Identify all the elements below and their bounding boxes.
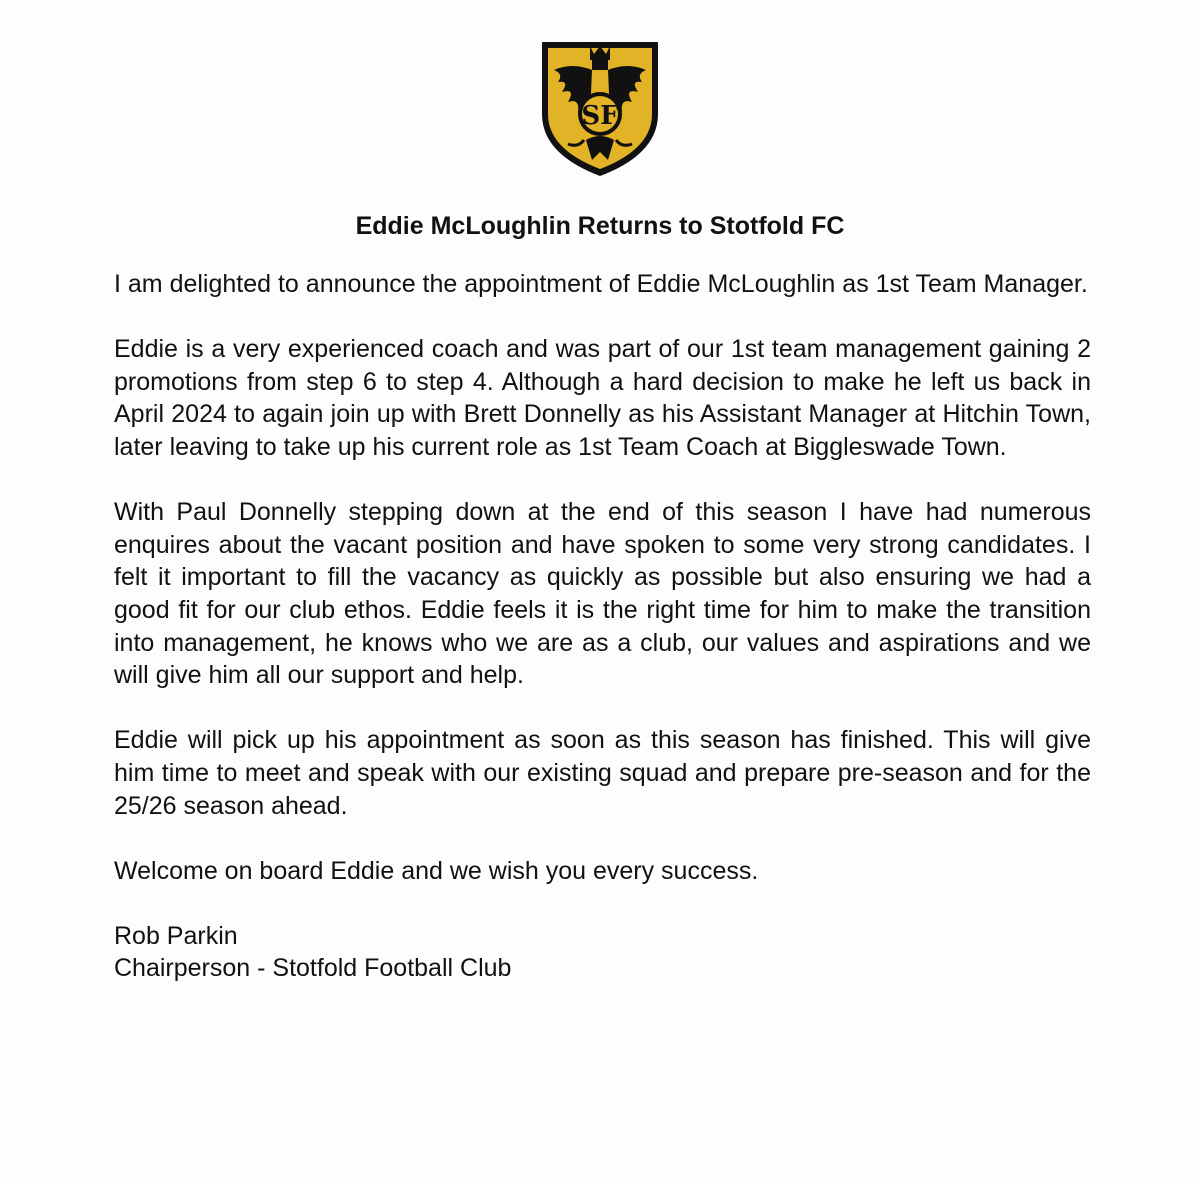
paragraph-experience: Eddie is a very experienced coach and was part of our 1st team management gaining 2 promotions from step 6 to step 4. Although a hard decision to make he left us back in April 2024 to again join up with Brett Donnelly as his Assistant Manager at Hitchin Town, later leaving to take up his current role as 1st Team Coach at Biggleswade Town.	[114, 335, 1091, 461]
paragraph-vacancy: With Paul Donnelly stepping down at the end of this season I have had numerous enquires about the vacant position and have spoken to some very strong candidates. I felt it important to fill the vacancy as quickly as possible but also ensuring we had a good fit for our club ethos. Eddie feels it is the right time for him to make the transition into management, he knows who we are as a club, our values and aspirations and we will give him all our support and help.	[114, 498, 1091, 690]
paragraph-start-date: Eddie will pick up his appointment as soon as this season has finished. This will give him time to meet and speak with our existing squad and prepare pre-season and for the 25/26 season ahead.	[114, 726, 1091, 820]
svg-text:SF: SF	[581, 101, 619, 131]
paragraph-appointment: I am delighted to announce the appointment of Eddie McLoughlin as 1st Team Manager.	[114, 270, 1088, 298]
signature-name: Rob Parkin	[114, 921, 238, 950]
paragraph-welcome: Welcome on board Eddie and we wish you every success.	[114, 856, 759, 885]
club-crest-logo	[538, 36, 662, 180]
announcement-body	[114, 268, 1091, 985]
announcement-title: Eddie McLoughlin Returns to Stotfold FC	[355, 212, 845, 240]
crest-shield-icon	[538, 36, 662, 180]
signature-role: Chairperson - Stotfold Football Club	[114, 954, 512, 983]
